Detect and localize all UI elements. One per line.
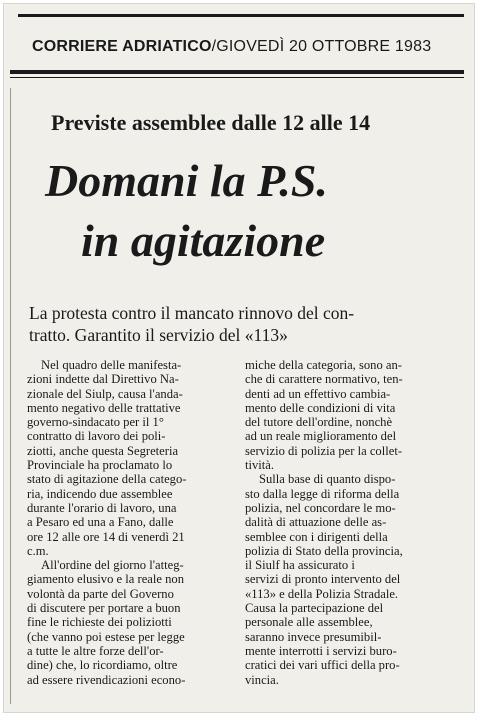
body-text-line: durante l'orario di lavoro, una — [27, 500, 177, 515]
subhead-line: La protesta contro il mancato rinnovo del con- — [29, 303, 355, 323]
body-text-line: tività. — [245, 458, 275, 473]
body-text-line: volontà da parte del Governo — [27, 586, 174, 601]
body-text-line: «113» e della Polizia Stradale. — [245, 586, 399, 601]
body-text-line: servizio di polizia per la collet- — [245, 443, 403, 458]
masthead-rule — [10, 70, 464, 74]
body-text-line: del tutore dell'ordine, nonchè — [245, 415, 393, 430]
subhead-line: tratto. Garantito il servizio del «113» — [29, 325, 288, 345]
body-text-line: di discutere per portare a buon — [27, 601, 181, 616]
masthead — [32, 38, 462, 56]
body-text-line: ad essere rivendicazioni econo- — [27, 672, 186, 687]
masthead-thin-rule — [10, 77, 464, 78]
body-text-line: dalità di attuazione delle as- — [245, 515, 387, 530]
body-text-line: c.m. — [27, 543, 49, 558]
body-text-line: cratici dei vari uffici della pro- — [245, 658, 400, 673]
headline-line-1: Domani la P.S. — [45, 155, 328, 206]
body-text-line: (che vanno poi estese per legge — [27, 629, 185, 644]
body-text-line: miche della categoria, sono an- — [245, 358, 403, 372]
body-text-line: a tutte le altre forze dell'or- — [27, 643, 164, 658]
issue-date: /GIOVEDÌ 20 OTTOBRE 1983 — [211, 38, 432, 55]
body-text-line: zionale del Siulp, causa l'anda- — [27, 386, 183, 401]
body-text-line: ziotti, anche questa Segreteria — [27, 443, 179, 458]
body-text-line: giamento elusivo e la reale non — [27, 572, 185, 587]
body-text-line: servizi di pronto intervento del — [245, 572, 401, 587]
body-text-line: mento delle condizioni di vita — [245, 400, 396, 415]
body-text-line: All'ordine del giorno l'atteg- — [41, 558, 184, 573]
body-text-line: semblee con i dirigenti della — [245, 529, 388, 544]
body-text-line: saranno invece presumibil- — [245, 629, 382, 644]
body-text-line: fine le richieste dei poliziotti — [27, 615, 172, 630]
headline-line-2: in agitazione — [81, 215, 326, 266]
body-text-line: Causa la partecipazione del — [245, 601, 384, 616]
body-text-line: che di carattere normativo, ten- — [245, 372, 403, 387]
body-text-line: sto dalla legge di riforma della — [245, 486, 400, 501]
body-text-line: vincia. — [245, 672, 279, 687]
article-kicker: Previste assemblee dalle 12 alle 14 — [51, 110, 371, 135]
body-text-line: stato di agitazione della catego- — [27, 472, 187, 487]
newspaper-name: CORRIERE ADRIATICO — [32, 38, 212, 55]
body-text-line: personale alle assemblee, — [245, 615, 373, 630]
body-text-line: denti ad un effettivo cambia- — [245, 386, 391, 401]
top-rule — [18, 14, 464, 17]
body-text-line: zioni indette dal Direttivo Na- — [27, 372, 179, 387]
body-text-line: Sulla base di quanto dispo- — [259, 472, 396, 487]
body-text-line: a Pesaro ed una a Fano, dalle — [27, 515, 174, 530]
body-column-left — [27, 358, 235, 687]
body-text-line: contratto di lavoro dei poli- — [27, 429, 166, 444]
body-text-line: mento negativo delle trattative — [27, 400, 181, 415]
body-text-line: Provinciale ha proclamato lo — [27, 458, 173, 473]
body-text-line: Nel quadro delle manifesta- — [41, 358, 182, 372]
body-text-line: polizia di Stato della provincia, — [245, 543, 403, 558]
body-text-line: ore 12 alle ore 14 di venerdì 21 — [27, 529, 185, 544]
body-text-line: ad un reale miglioramento del — [245, 429, 397, 444]
newspaper-clipping — [4, 4, 474, 712]
body-column-right — [245, 358, 453, 687]
body-text-line: governo-sindacato per il 1° — [27, 415, 164, 430]
body-text-line: dine) che, lo ricordiamo, oltre — [27, 658, 178, 673]
body-text-line: mente interrotti i servizi buro- — [245, 643, 397, 658]
article-subhead — [29, 302, 465, 346]
body-text-line: polizia, nel concordare le mo- — [245, 500, 396, 515]
body-text-line: ria, indicendo due assemblee — [27, 486, 173, 501]
article — [10, 88, 469, 704]
body-text-line: il Siulf ha assicurato i — [245, 558, 355, 573]
